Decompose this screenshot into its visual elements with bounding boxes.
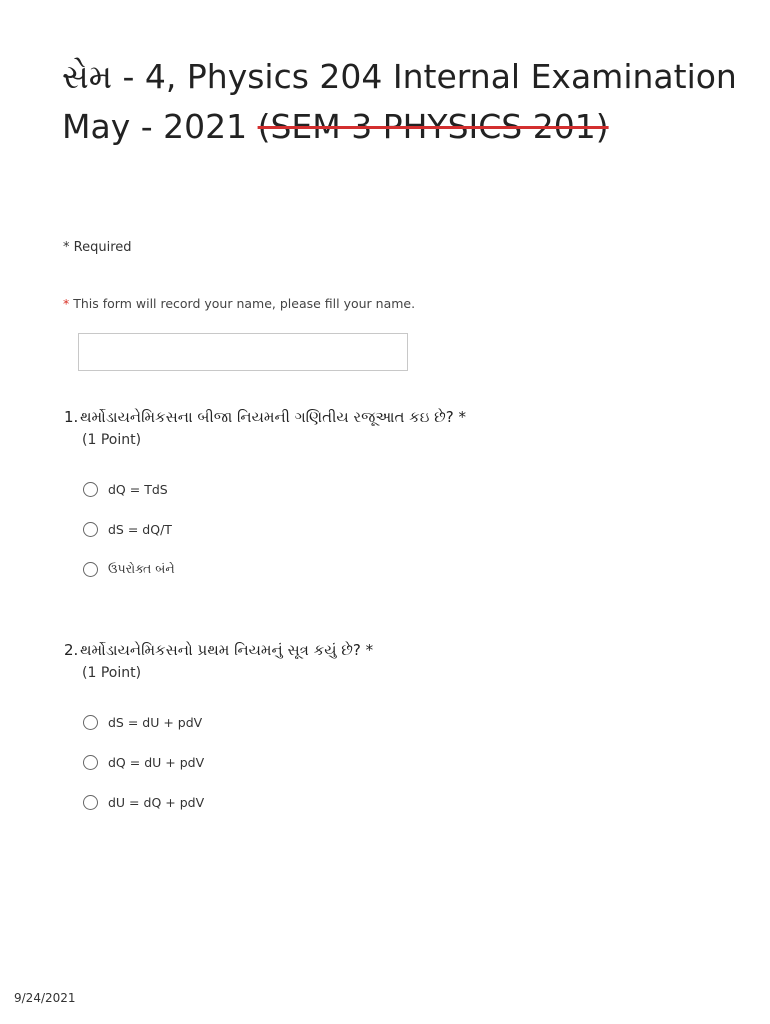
question-1	[64, 405, 466, 589]
question-2	[64, 638, 373, 822]
question-1-options	[83, 469, 466, 589]
option-label: dQ = TdS	[108, 481, 168, 497]
name-input[interactable]	[78, 333, 408, 371]
radio-button[interactable]	[83, 562, 98, 577]
question-1-number: 1.	[64, 408, 79, 426]
name-required-asterisk: *	[63, 296, 70, 311]
question-1-points: (1 Point)	[82, 432, 142, 448]
print-date: 9/24/2021	[14, 991, 76, 1005]
question-2-options	[83, 702, 373, 822]
radio-button[interactable]	[83, 795, 98, 810]
question-1-header	[64, 405, 466, 429]
required-note	[63, 240, 132, 255]
form-title-main: સેમ - 4, Physics 204 Internal Examination May - 2021	[62, 57, 737, 146]
question-1-required-mark: *	[458, 408, 467, 426]
name-notice	[63, 296, 415, 311]
option-label: dQ = dU + pdV	[108, 754, 205, 770]
option-label: dU = dQ + pdV	[108, 794, 205, 810]
required-asterisk: *	[63, 240, 70, 255]
option-label: dS = dQ/T	[108, 521, 172, 537]
name-notice-text: This form will record your name, please fill your name.	[73, 296, 416, 311]
required-label: Required	[73, 240, 132, 255]
question-2-required-mark: *	[365, 641, 374, 659]
question-2-option-1[interactable]	[83, 702, 373, 742]
question-1-option-1[interactable]	[83, 469, 466, 509]
radio-button[interactable]	[83, 522, 98, 537]
question-2-option-2[interactable]	[83, 742, 373, 782]
question-2-number: 2.	[64, 641, 79, 659]
question-1-option-2[interactable]	[83, 509, 466, 549]
question-2-header	[64, 638, 373, 662]
question-2-option-3[interactable]	[83, 782, 373, 822]
question-2-points: (1 Point)	[82, 665, 142, 681]
option-label: dS = dU + pdV	[108, 714, 203, 730]
option-label: ઉપરોક્ત બંને	[108, 561, 175, 576]
form-title-struck-text: (SEM 3 PHYSICS 201)	[257, 107, 609, 146]
question-2-text: થર્મોડાયનેમિકસનો પ્રથમ નિયમનું સૂત્ર કયું છે?	[80, 641, 361, 659]
form-title	[62, 52, 742, 152]
radio-button[interactable]	[83, 715, 98, 730]
question-1-text: થર્મોડાયનેમિકસના બીજા નિયમની ગણિતીય રજૂઆત કઇ છે?	[80, 408, 454, 426]
radio-button[interactable]	[83, 755, 98, 770]
question-1-option-3[interactable]	[83, 549, 466, 589]
radio-button[interactable]	[83, 482, 98, 497]
